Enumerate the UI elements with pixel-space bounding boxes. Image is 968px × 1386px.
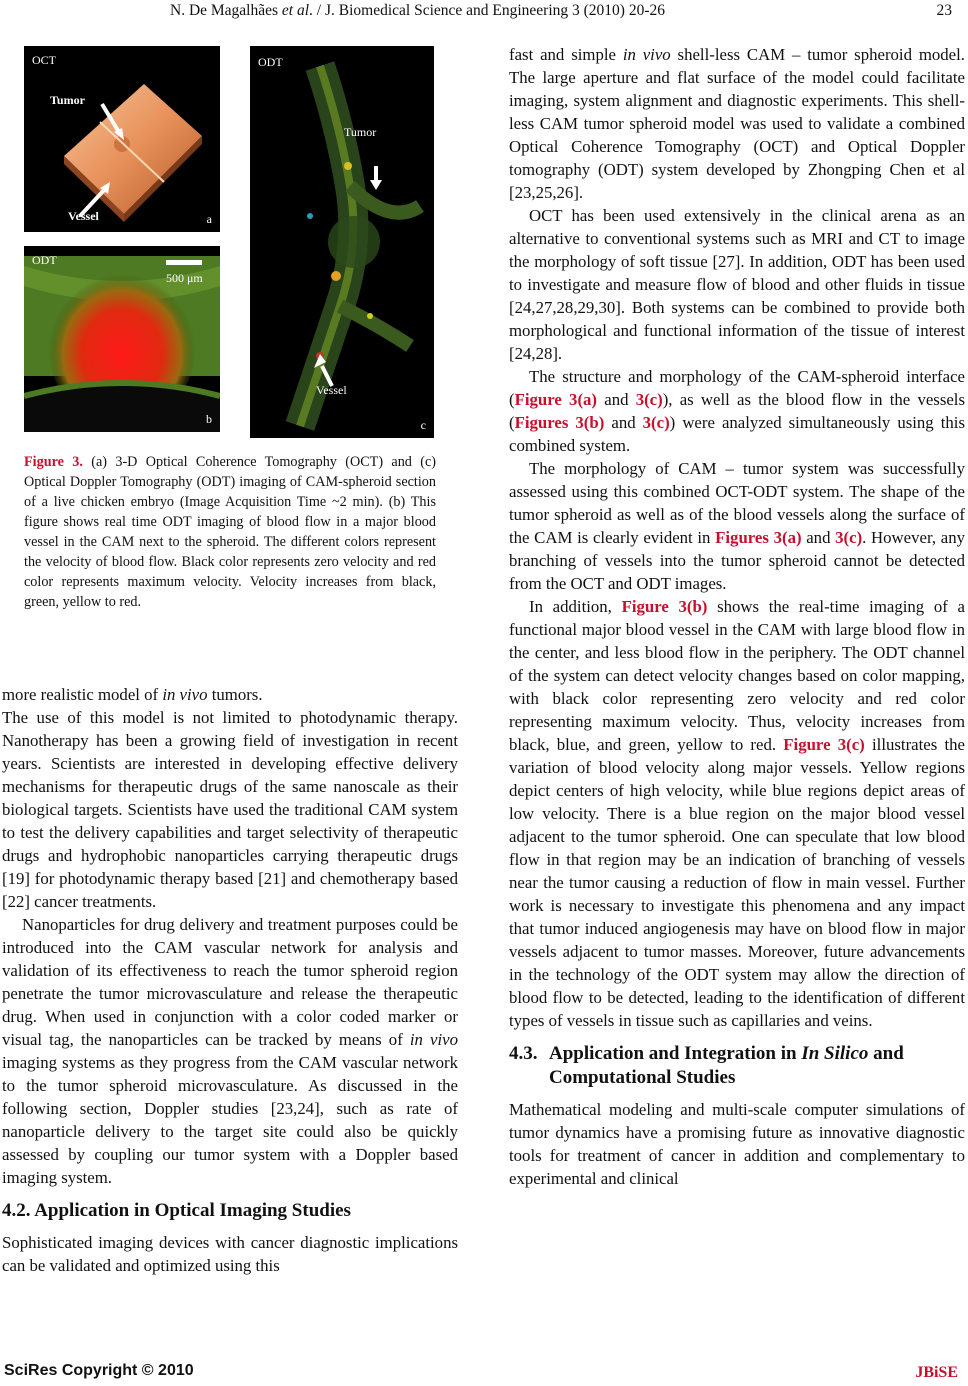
figure-caption bbox=[24, 452, 436, 612]
panel-a-vessel-label: Vessel bbox=[68, 209, 99, 223]
figure-panel-c bbox=[250, 46, 434, 438]
page-footer bbox=[0, 1360, 968, 1386]
right-paragraph-6: Mathematical modeling and multi-scale computer simulations of tumor dynamics have a promising future as innovative diagnostic tools for treatment of cancer in addition and complementary to experimental and clinical bbox=[509, 1100, 965, 1188]
figure-panel-a bbox=[24, 46, 220, 232]
section-heading-4-2: 4.2. Application in Optical Imaging Studies bbox=[2, 1200, 351, 1221]
running-header bbox=[0, 0, 968, 22]
header-authors: N. De Magalhães bbox=[170, 2, 282, 19]
right-paragraph-3: The structure and morphology of the CAM-spheroid interface (Figure 3(a) and 3(c)), as well as the blood flow in the vessels (Figures 3(b) and 3(c)) were analyzed simultaneously using this combined system. bbox=[509, 367, 965, 455]
panel-c-mode-label: ODT bbox=[254, 54, 287, 71]
figure-link[interactable]: 3(c) bbox=[642, 413, 670, 432]
figure-link[interactable]: 3(c) bbox=[635, 390, 663, 409]
caption-text: (a) 3-D Optical Coherence Tomography (OCT) and (c) Optical Doppler Tomography (ODT) imaging of CAM-spheroid section of a live chicken embryo (Image Acquisition Time ~2 min). (b) This figure shows real time ODT imaging of blood flow in a major blood vessel in the CAM next to the spheroid. The different colors represent the velocity of blood flow. Black color represents zero velocity and red color represents maximum velocity. Velocity increases from black, green, yellow to red. bbox=[24, 454, 436, 610]
scale-bar bbox=[166, 260, 202, 265]
right-paragraph-2: OCT has been used extensively in the clinical arena as an alternative to conventional systems such as MRI and CT to image the morphology of soft tissue [27]. In addition, ODT has been used to investigate and measure flow of blood and other fluids in tissue [24,27,28,29,30]. Both systems can be combined to provide both morphological and functional information of the tissue of interest [24,28]. bbox=[509, 206, 965, 363]
panel-a-mode-label: OCT bbox=[28, 52, 60, 69]
right-paragraph-1: fast and simple in vivo shell-less CAM – tumor spheroid model. The large aperture and flat surface of the model could facilitate imaging, system alignment and diagnostic experiments. This shell-less CAM tumor spheroid model was used to validate a combined Optical Coherence Tomography (OCT) and Optical Doppler tomography (ODT) system developed by Zhongping Chen et al [23,25,26]. bbox=[509, 45, 965, 202]
left-paragraph-4: Sophisticated imaging devices with cancer diagnostic implications can be validated and optimized using this bbox=[2, 1233, 458, 1275]
figure-panel-b bbox=[24, 246, 220, 432]
copyright-text: SciRes Copyright © 2010 bbox=[4, 1362, 194, 1379]
panel-b-scale-label: 500 μm bbox=[166, 271, 203, 285]
caption-label: Figure 3. bbox=[24, 454, 83, 470]
figure-link[interactable]: Figures 3(b) bbox=[514, 413, 605, 432]
header-journal: . / J. Biomedical Science and Engineering 3 (2010) 20-26 bbox=[309, 2, 666, 19]
right-paragraph-5: In addition, Figure 3(b) shows the real-time imaging of a functional major blood vessel in the CAM with large blood flow in the center, and less blood flow in the periphery. The ODT channel of the system can detect velocity changes based on color mapping, with black color representing zero velocity and red color representing maximum velocity. Thus, velocity increases from black, blue, and green, yellow to red. Figure 3(c) illustrates the variation of blood velocity along major vessels. Yellow regions depict centers of high velocity, while blue regions depict areas of low velocity. There is a blue region on the major blood vessel adjacent to the tumor spheroid. One can speculate that low blood flow in that region may be an indication of branching of vessels near the tumor causing a reduction of flow in main vessel. Further work is necessary to investigate this phenomena and any impact that tumor induced angiogenesis may have on blood flow in major vessels adjacent to tumor masses. Moreover, future advancements in the technology of the ODT system may allow the direction of blood flow to be detected, leading to the identification of different types of vessels in tissue such as capillaries and veins. bbox=[509, 597, 965, 1030]
odt-vessel-image bbox=[250, 46, 434, 438]
left-paragraph-2: The use of this model is not limited to photodynamic therapy. Nanotherapy has been a growing field of investigation in recent years. Scientists are interested in developing effective delivery mechanisms for therapeutic drugs of the same nanoscale as their biological targets. Scientists have used the traditional CAM system to test the delivery capabilities and target selectivity of therapeutic drugs and hydrophobic nanoparticles carrying therapeutic drugs [19] for photodynamic therapy based [21] and chemotherapy based [22] cancer treatments. bbox=[2, 708, 458, 911]
panel-c-tumor-label: Tumor bbox=[344, 125, 377, 139]
oct-3d-image bbox=[24, 46, 220, 232]
left-column bbox=[2, 683, 458, 1277]
panel-b-mode-label: ODT bbox=[32, 253, 57, 267]
section-heading-4-3: 4.3. Application and Integration in In Silico and Computational Studies bbox=[509, 1043, 904, 1088]
left-paragraph-3: Nanoparticles for drug delivery and treatment purposes could be introduced into the CAM vascular network for analysis and validation of its effectiveness to reach the tumor spheroid region penetrate the tumor microvasculature and release the therapeutic drug. When used in conjunction with a color coded marker or visual tag, the nanoparticles can be tracked by means of in vivo imaging systems as they progress from the CAM vascular network to the tumor spheroid microvasculature. As discussed in the following section, Doppler studies [23,24], such as rate of nanoparticle delivery to the target site could also be quickly assessed by coupling our tumor system with a Doppler based imaging system. bbox=[2, 915, 458, 1187]
left-paragraph-1: more realistic model of in vivo tumors. bbox=[2, 685, 263, 704]
panel-b-letter: b bbox=[206, 412, 212, 426]
figure-link[interactable]: Figure 3(a) bbox=[514, 390, 598, 409]
panel-c-vessel-label: Vessel bbox=[316, 383, 347, 397]
panel-a-tumor-label: Tumor bbox=[50, 93, 85, 107]
journal-abbrev: JBiSE bbox=[915, 1364, 958, 1381]
right-column bbox=[509, 43, 965, 1190]
figure-link[interactable]: 3(c) bbox=[835, 528, 863, 547]
figure-link[interactable]: Figures 3(a) bbox=[715, 528, 802, 547]
panel-c-letter: c bbox=[417, 417, 430, 434]
running-title bbox=[170, 2, 665, 20]
figure-link[interactable]: Figure 3(c) bbox=[783, 735, 865, 754]
figure-3 bbox=[24, 46, 436, 438]
right-paragraph-4: The morphology of CAM – tumor system was successfully assessed using this combined OCT-ODT system. The shape of the tumor spheroid as well as of the blood vessels along the surface of the CAM is clearly evident in Figures 3(a) and 3(c). However, any branching of vessels into the tumor spheroid cannot be detected from the OCT and ODT images. bbox=[509, 459, 965, 593]
header-etal: et al bbox=[281, 2, 310, 19]
figure-link[interactable]: Figure 3(b) bbox=[621, 597, 708, 616]
panel-a-letter: a bbox=[206, 212, 212, 226]
page-number: 23 bbox=[936, 2, 952, 19]
